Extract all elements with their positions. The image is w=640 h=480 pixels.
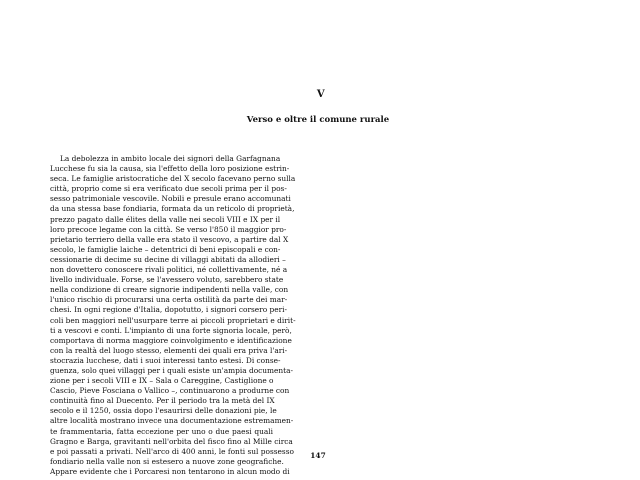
text-line: zione per i secoli VIII e IX – Sala o Careggine, Castiglione o [50,376,274,386]
text-line: secolo, le famiglie laiche – detentrici di beni episcopali e con- [50,244,281,254]
text-line: prietario terriero della valle era stato il vescovo, a partire dal X [50,234,289,244]
text-line: con la realtà del luogo stesso, elementi dei quali era priva l'ari- [50,345,288,355]
text-line: non dovettero conoscere rivali politici, né collettivamente, né a [50,265,288,275]
text-line: Appare evidente che i Porcaresi non tentarono in alcun modo di [50,466,290,476]
page-number: 147 [310,451,326,460]
text-line: loro precoce legame con la città. Se verso l'850 il maggior pro- [50,224,287,234]
text-line: l'unico rischio di procurarsi una certa ostilità da parte dei mar- [50,295,288,305]
text-line: e poi passati a privati. Nell'arco di 400 anni, le fonti sul possesso [50,446,294,456]
text-line: altre località mostrano invece una documentazione estremamen- [50,416,294,426]
text-line: fondiario nella valle non si estesero a nuove zone geografiche. [50,456,284,466]
text-line: Gragno e Barga, gravitanti nell'orbita del fisco fino al Mille circa [50,436,293,446]
text-line: stocrazia lucchese, dati i suoi interessi tanto estesi. Di conse- [50,355,281,365]
text-line: continuità fino al Duecento. Per il periodo tra la metà del IX [50,396,275,406]
text-line: da una stessa base fondiaria, formata da un reticolo di proprietà, [50,204,295,214]
text-line: cessionarie di decime su decine di villaggi abitati da allodieri – [50,254,286,264]
text-line: guenza, solo quei villaggi per i quali esiste un'ampia documenta- [50,365,294,375]
text-line: comportava di norma maggiore coinvolgimento e identificazione [50,335,292,345]
chapter-number: V [316,89,326,100]
text-line: ti a vescovi e conti. L'impianto di una forte signoria locale, però, [50,325,292,335]
text-line: sesso patrimoniale vescovile. Nobili e presule erano accomunati [50,194,291,204]
text-line: te frammentaria, fatta eccezione per uno o due paesi quali [50,426,273,436]
text-line: coli ben maggiori nell'usurpare terre ai piccoli proprietari e dirit- [50,315,296,325]
text-line: Lucchese fu sia la causa, sia l'effetto della loro posizione estrin- [50,164,290,174]
text-line: città, proprio come si era verificato due secoli prima per il pos- [50,184,287,194]
text-line: La debolezza in ambito locale dei signori della Garfagnana [60,154,281,163]
text-line: secolo e il 1250, ossia dopo l'esaurirsi delle donazioni pie, le [50,406,277,416]
text-line: chesi. In ogni regione d'Italia, dopotutto, i signori corsero peri- [50,305,287,315]
chapter-title: Verso e oltre il comune rurale [246,115,390,125]
body-text [50,154,296,477]
text-line: seca. Le famiglie aristocratiche del X secolo facevano perno sulla [50,174,296,184]
text-line: nella condizione di creare signorie indipendenti nella valle, con [50,285,289,295]
text-line: Cascio, Pieve Fosciana o Vallico –, continuarono a produrne con [50,386,290,396]
text-line: prezzo pagato dalle élites della valle nei secoli VIII e IX per il [50,214,281,224]
text-line: livello individuale. Forse, se l'avessero voluto, sarebbero state [50,275,284,285]
